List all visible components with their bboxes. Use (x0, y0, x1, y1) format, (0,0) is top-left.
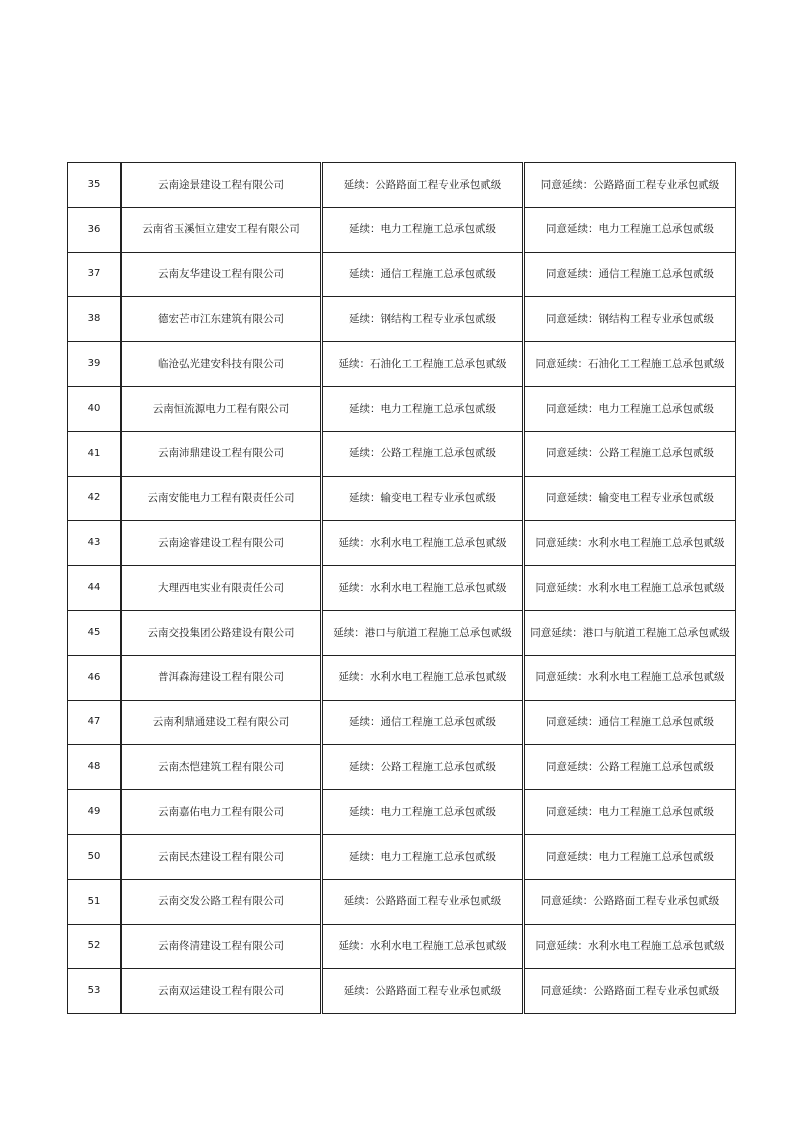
company-name-cell: 云南安能电力工程有限责任公司 (121, 476, 322, 521)
company-name-cell: 云南友华建设工程有限公司 (121, 252, 322, 297)
row-number-cell: 36 (68, 207, 122, 252)
approval-result-cell: 同意延续：港口与航道工程施工总承包贰级 (524, 610, 736, 655)
table-row (68, 924, 736, 969)
application-item-cell: 延续：公路工程施工总承包贰级 (322, 431, 524, 476)
approval-result-cell: 同意延续：石油化工工程施工总承包贰级 (524, 342, 736, 387)
row-number-cell: 37 (68, 252, 122, 297)
table-row (68, 745, 736, 790)
table-row (68, 342, 736, 387)
approval-result-cell: 同意延续：公路工程施工总承包贰级 (524, 431, 736, 476)
approval-result-cell: 同意延续：电力工程施工总承包贰级 (524, 207, 736, 252)
table-row (68, 566, 736, 611)
company-name-cell: 大理西电实业有限责任公司 (121, 566, 322, 611)
row-number-cell: 43 (68, 521, 122, 566)
application-item-cell: 延续：通信工程施工总承包贰级 (322, 252, 524, 297)
company-name-cell: 临沧弘光建安科技有限公司 (121, 342, 322, 387)
approval-result-cell: 同意延续：钢结构工程专业承包贰级 (524, 297, 736, 342)
application-item-cell: 延续：公路路面工程专业承包贰级 (322, 969, 524, 1014)
application-item-cell: 延续：水利水电工程施工总承包贰级 (322, 521, 524, 566)
table-row (68, 879, 736, 924)
company-name-cell: 云南嘉佑电力工程有限公司 (121, 790, 322, 835)
table-row (68, 521, 736, 566)
table-row (68, 297, 736, 342)
row-number-cell: 45 (68, 610, 122, 655)
approval-result-cell: 同意延续：水利水电工程施工总承包贰级 (524, 566, 736, 611)
application-item-cell: 延续：水利水电工程施工总承包贰级 (322, 566, 524, 611)
row-number-cell: 44 (68, 566, 122, 611)
table-row (68, 790, 736, 835)
qualification-table (67, 162, 736, 1014)
application-item-cell: 延续：水利水电工程施工总承包贰级 (322, 924, 524, 969)
application-item-cell: 延续：钢结构工程专业承包贰级 (322, 297, 524, 342)
application-item-cell: 延续：水利水电工程施工总承包贰级 (322, 655, 524, 700)
application-item-cell: 延续：公路工程施工总承包贰级 (322, 745, 524, 790)
approval-result-cell: 同意延续：水利水电工程施工总承包贰级 (524, 521, 736, 566)
company-name-cell: 云南民杰建设工程有限公司 (121, 834, 322, 879)
approval-result-cell: 同意延续：输变电工程专业承包贰级 (524, 476, 736, 521)
application-item-cell: 延续：港口与航道工程施工总承包贰级 (322, 610, 524, 655)
application-item-cell: 延续：电力工程施工总承包贰级 (322, 834, 524, 879)
row-number-cell: 35 (68, 163, 122, 208)
table-row (68, 700, 736, 745)
approval-result-cell: 同意延续：公路工程施工总承包贰级 (524, 745, 736, 790)
table-row (68, 834, 736, 879)
company-name-cell: 云南途睿建设工程有限公司 (121, 521, 322, 566)
application-item-cell: 延续：输变电工程专业承包贰级 (322, 476, 524, 521)
table-row (68, 610, 736, 655)
approval-result-cell: 同意延续：水利水电工程施工总承包贰级 (524, 655, 736, 700)
row-number-cell: 49 (68, 790, 122, 835)
row-number-cell: 42 (68, 476, 122, 521)
row-number-cell: 53 (68, 969, 122, 1014)
table-row (68, 163, 736, 208)
row-number-cell: 50 (68, 834, 122, 879)
table-row (68, 252, 736, 297)
table-row (68, 476, 736, 521)
approval-result-cell: 同意延续：通信工程施工总承包贰级 (524, 700, 736, 745)
application-item-cell: 延续：电力工程施工总承包贰级 (322, 386, 524, 431)
row-number-cell: 51 (68, 879, 122, 924)
company-name-cell: 普洱森海建设工程有限公司 (121, 655, 322, 700)
table-row (68, 655, 736, 700)
application-item-cell: 延续：电力工程施工总承包贰级 (322, 207, 524, 252)
table-row (68, 431, 736, 476)
company-name-cell: 云南沛鼎建设工程有限公司 (121, 431, 322, 476)
row-number-cell: 48 (68, 745, 122, 790)
approval-result-cell: 同意延续：公路路面工程专业承包贰级 (524, 163, 736, 208)
approval-result-cell: 同意延续：电力工程施工总承包贰级 (524, 386, 736, 431)
table-row (68, 207, 736, 252)
approval-result-cell: 同意延续：电力工程施工总承包贰级 (524, 790, 736, 835)
approval-result-cell: 同意延续：公路路面工程专业承包贰级 (524, 969, 736, 1014)
row-number-cell: 40 (68, 386, 122, 431)
row-number-cell: 39 (68, 342, 122, 387)
row-number-cell: 46 (68, 655, 122, 700)
company-name-cell: 德宏芒市江东建筑有限公司 (121, 297, 322, 342)
application-item-cell: 延续：公路路面工程专业承包贰级 (322, 163, 524, 208)
application-item-cell: 延续：电力工程施工总承包贰级 (322, 790, 524, 835)
approval-result-cell: 同意延续：通信工程施工总承包贰级 (524, 252, 736, 297)
company-name-cell: 云南恒流源电力工程有限公司 (121, 386, 322, 431)
company-name-cell: 云南佟清建设工程有限公司 (121, 924, 322, 969)
application-item-cell: 延续：石油化工工程施工总承包贰级 (322, 342, 524, 387)
row-number-cell: 52 (68, 924, 122, 969)
row-number-cell: 41 (68, 431, 122, 476)
approval-result-cell: 同意延续：水利水电工程施工总承包贰级 (524, 924, 736, 969)
company-name-cell: 云南途景建设工程有限公司 (121, 163, 322, 208)
table-body (68, 163, 736, 1014)
application-item-cell: 延续：通信工程施工总承包贰级 (322, 700, 524, 745)
company-name-cell: 云南交投集团公路建设有限公司 (121, 610, 322, 655)
approval-result-cell: 同意延续：公路路面工程专业承包贰级 (524, 879, 736, 924)
approval-result-cell: 同意延续：电力工程施工总承包贰级 (524, 834, 736, 879)
row-number-cell: 47 (68, 700, 122, 745)
company-name-cell: 云南交发公路工程有限公司 (121, 879, 322, 924)
table-row (68, 386, 736, 431)
table-row (68, 969, 736, 1014)
company-name-cell: 云南省玉溪恒立建安工程有限公司 (121, 207, 322, 252)
row-number-cell: 38 (68, 297, 122, 342)
company-name-cell: 云南双运建设工程有限公司 (121, 969, 322, 1014)
application-item-cell: 延续：公路路面工程专业承包贰级 (322, 879, 524, 924)
company-name-cell: 云南杰恺建筑工程有限公司 (121, 745, 322, 790)
company-name-cell: 云南利鼎通建设工程有限公司 (121, 700, 322, 745)
